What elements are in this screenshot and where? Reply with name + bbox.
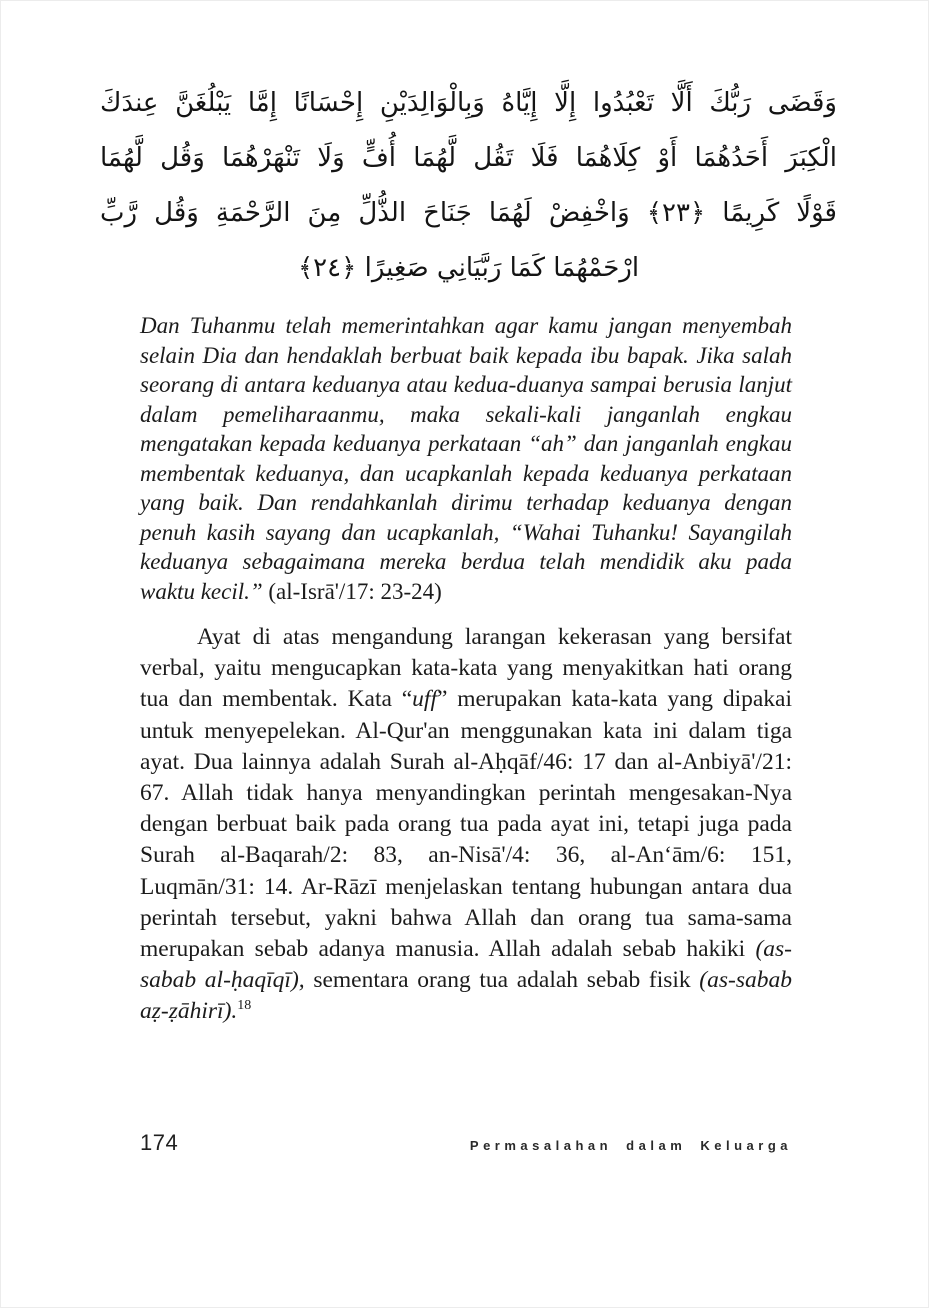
verse-translation-paragraph: [140, 311, 792, 606]
translation-italic-text: Dan Tuhanmu telah memerintahkan agar kamu jangan menyembah selain Dia dan hendaklah berbuat baik kepada ibu bapak. Jika salah seorang di antara keduanya atau kedua-duanya sampai berusia lanjut dalam pemeliharaanmu, maka sekali-kali janganlah engkau mengatakan kepada keduanya perkataan “ah” dan janganlah engkau membentak keduanya, dan ucapkanlah kepada keduanya perkataan yang baik. Dan rendahkanlah dirimu terhadap keduanya dengan penuh kasih sayang dan ucapkanlah, “Wahai Tuhanku! Sayangilah keduanya sebagaimana mereka berdua telah mendidik aku pada waktu kecil.”: [140, 313, 792, 604]
footnote-reference: 18: [237, 998, 252, 1014]
quran-verse-line-4: ارْحَمْهُمَا كَمَا رَبَّيَانِي صَغِيرًا ﴿٢٤﴾: [297, 253, 640, 283]
commentary-segment: Ayat di atas mengandung larangan kekerasan yang bersifat verbal, yaitu mengucapkan kata-kata yang menyakitkan hati orang tua dan membentak. Kata “: [140, 624, 792, 713]
commentary-paragraph: [140, 622, 792, 1028]
quran-verse-line-2: الْكِبَرَ أَحَدُهُمَا أَوْ كِلَاهُمَا فَلَا تَقُل لَّهُمَا أُفٍّ وَلَا تَنْهَرْهُمَا وَقُل لَّهُمَا: [100, 143, 837, 173]
verse-reference: (al-Isrā'/17: 23-24): [262, 578, 442, 604]
page-footer: [140, 1130, 792, 1156]
quran-verse-line-1: وَقَضَى رَبُّكَ أَلَّا تَعْبُدُوا إِلَّا إِيَّاهُ وَبِالْوَالِدَيْنِ إِحْسَانًا إِمَّا يَبْلُغَنَّ عِندَكَ: [100, 88, 837, 118]
quran-verse-block: [100, 76, 837, 296]
commentary-italic-term: (as-sabab al-ḥaqīqī),: [140, 936, 792, 994]
page-number: 174: [140, 1130, 179, 1155]
quran-verse-line-3: قَوْلًا كَرِيمًا ﴿٢٣﴾ وَاخْفِضْ لَهُمَا جَنَاحَ الذُّلِّ مِنَ الرَّحْمَةِ وَقُل رَّبِّ: [100, 198, 837, 228]
commentary-segment: ” merupakan kata-kata yang dipakai untuk menyepelekan. Al-Qur'an menggunakan kata ini dalam tiga ayat. Dua lainnya adalah Surah al-Aḥqāf/46: 17 dan al-Anbiyā'/21: 67. Allah tidak hanya menyandingkan perintah mengesakan-Nya dengan berbuat baik pada orang tua pada ayat ini, tetapi juga pada Surah al-Baqarah/2: 83, an-Nisā'/4: 36, al-An‘ām/6: 151, Luqmān/31: 14. Ar-Rāzī menjelaskan tentang hubungan antara dua perintah tersebut, yakni bahwa Allah dan orang tua sama-sama merupakan sebab adanya manusia. Allah adalah sebab hakiki: [140, 686, 792, 963]
commentary-italic-term: (as-sabab aẓ-ẓāhirī).: [140, 967, 792, 1025]
commentary-segment: sementara orang tua adalah sebab fisik: [304, 967, 700, 994]
commentary-italic-term: uff: [412, 686, 437, 713]
running-title: Permasalahan dalam Keluarga: [469, 1138, 792, 1153]
